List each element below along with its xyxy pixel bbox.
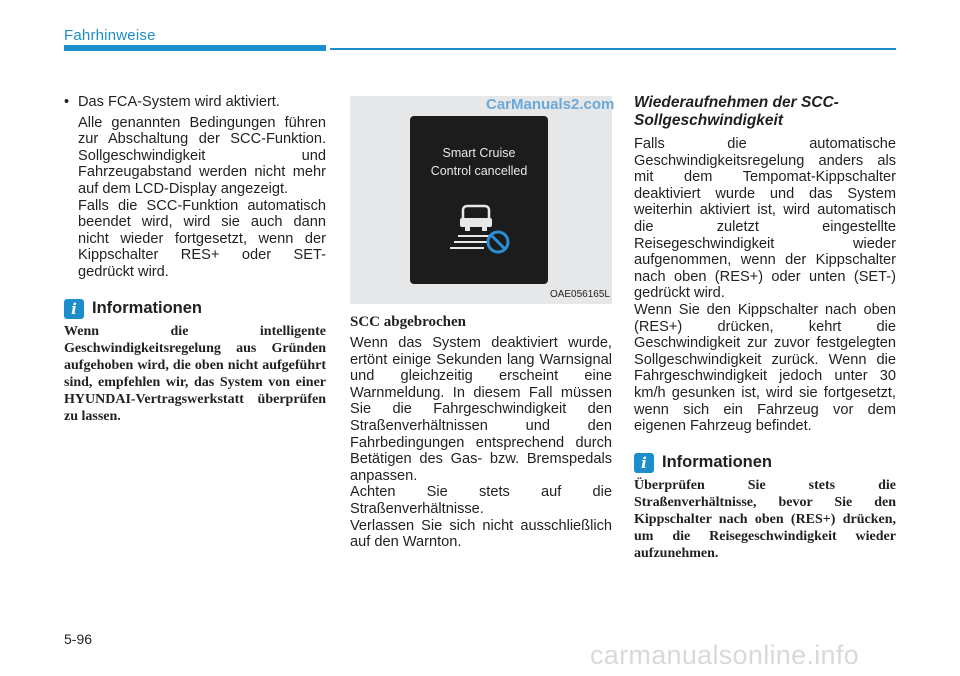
bullet-dot-icon: • xyxy=(64,94,70,110)
info-heading xyxy=(634,453,896,473)
paragraph: Verlassen Sie sich nicht ausschließlich auf den Warnton. xyxy=(350,517,612,551)
bullet-item xyxy=(64,94,326,111)
scc-cancelled-icon xyxy=(410,196,548,276)
screen-text-line2: Control cancelled xyxy=(430,164,528,178)
column-middle xyxy=(350,94,615,551)
screen-text-line1: Smart Cruise xyxy=(442,146,516,160)
paragraph: Wenn das System deaktiviert wurde, ertönt einige Sekunden lang Warnsignal und gleichzeitig erscheint eine Warnmeldung. In diesem Fall müssen Sie die Fahrgeschwindigkeit den Straßenverhältnissen und den Fahrbedingungen entsprechend durch Betätigen des Gas- bzw. Bremspedals anpassen. xyxy=(350,335,612,484)
paragraph: Wenn Sie den Kippschalter nach oben (RES+) drücken, kehrt die Geschwindigkeit zur zuvor festgelegten Sollgeschwindigkeit zurück. Wenn die Fahrgeschwindigkeit jedoch unter 30 km/h gesunken ist, wird sie fortgesetzt, wenn sich ein Fahrzeug vor dem eigenen Fahrzeug befindet. xyxy=(634,301,896,435)
column-left xyxy=(64,94,326,425)
info-title: Informationen xyxy=(662,453,772,472)
lcd-screen xyxy=(410,116,548,284)
header-rule-thin xyxy=(330,48,896,50)
paragraph: Achten Sie stets auf die Straßenverhältnisse. xyxy=(350,484,612,517)
paragraph: Falls die SCC-Funktion automatisch beendet wird, wird sie auch dann nicht wieder fortgesetzt, wenn der Kippschalter RES+ oder SET- gedrückt wird. xyxy=(78,197,326,280)
column-right xyxy=(634,94,896,562)
info-icon: i xyxy=(634,453,654,473)
figure-code: OAE056165L xyxy=(549,289,610,300)
cluster-figure xyxy=(350,96,615,304)
info-title: Informationen xyxy=(92,299,202,318)
info-heading xyxy=(64,299,326,319)
header-rule-thick xyxy=(64,45,326,51)
paragraph: Falls die automatische Geschwindigkeitsregelung anders als mit dem Tempomat-Kippschalter deaktiviert wurde und das System weiterhin aktiviert ist, wird automatisch die zuletzt eingestellte Reisegeschwindigkeit wieder aufgenommen, wenn der Kippschalter nach oben (RES+) oder unten (SET-) gedrückt wird. xyxy=(634,136,896,302)
page-number: 5-96 xyxy=(64,631,93,647)
info-icon: i xyxy=(64,299,84,319)
figure-watermark: CarManuals2.com xyxy=(486,96,615,113)
info-text: Überprüfen Sie stets die Straßenverhältnisse, bevor Sie den Kippschalter nach oben (RES+) drücken, um die Reisegeschwindigkeit wieder aufzunehmen. xyxy=(634,477,896,561)
footer-watermark: carmanualsonline.info xyxy=(590,640,859,670)
bullet-text: Das FCA-System wird aktiviert. xyxy=(78,94,280,110)
info-text: Wenn die intelligente Geschwindigkeitsregelung aus Gründen aufgehoben wird, die oben nicht aufgeführt sind, empfehlen wir, das System von einer HYUNDAI-Vertragswerkstatt überprüfen zu lassen. xyxy=(64,323,326,424)
subheading: Wiederaufnehmen der SCC-Sollgeschwindigkeit xyxy=(634,94,839,129)
section-title: Fahrhinweise xyxy=(64,27,156,44)
paragraph: Alle genannten Bedingungen führen zur Abschaltung der SCC-Funktion. Sollgeschwindigkeit und Fahrzeugabstand werden nicht mehr auf dem LCD-Display angezeigt. xyxy=(78,114,326,197)
subheading: SCC abgebrochen xyxy=(350,314,466,330)
